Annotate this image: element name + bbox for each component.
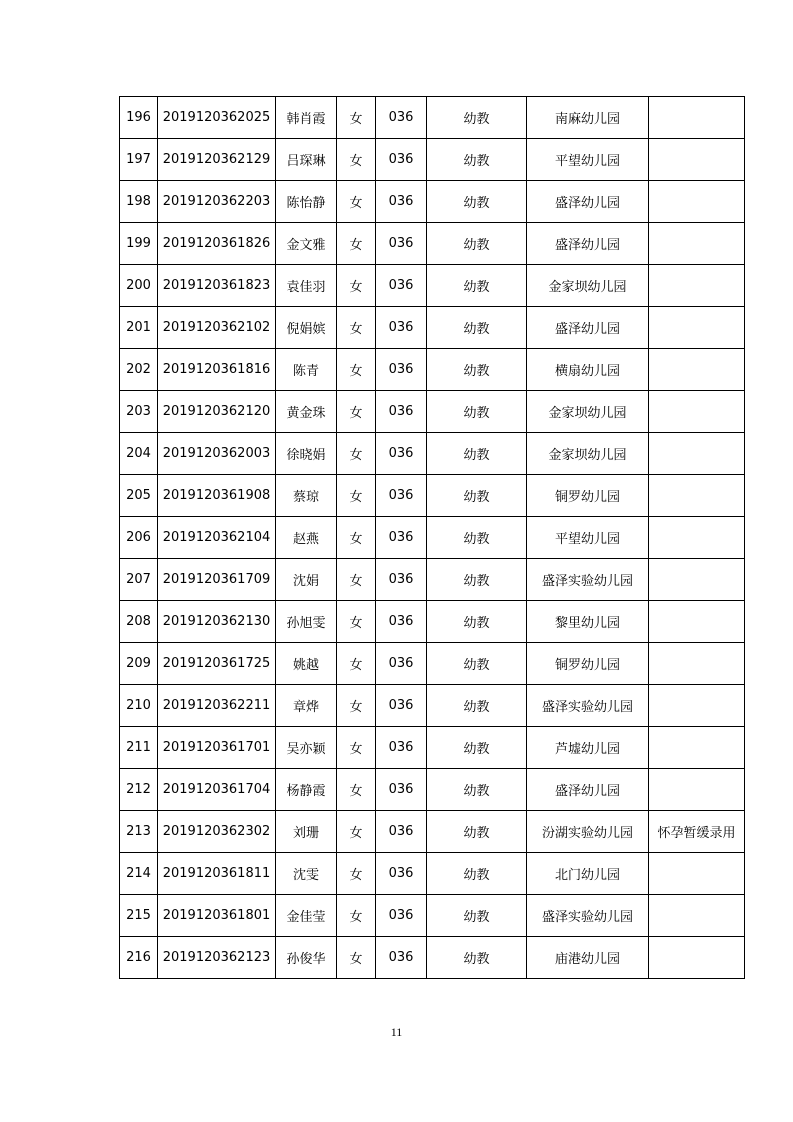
name-cell: 姚越 bbox=[276, 643, 337, 685]
row-number-cell: 196 bbox=[120, 97, 158, 139]
id-number-cell: 2019120361725 bbox=[158, 643, 276, 685]
gender-cell: 女 bbox=[337, 937, 376, 979]
school-cell: 盛泽实验幼儿园 bbox=[527, 559, 649, 601]
position-code-cell: 036 bbox=[376, 601, 427, 643]
school-cell: 金家坝幼儿园 bbox=[527, 433, 649, 475]
row-number-cell: 211 bbox=[120, 727, 158, 769]
gender-cell: 女 bbox=[337, 223, 376, 265]
name-cell: 黄金珠 bbox=[276, 391, 337, 433]
gender-cell: 女 bbox=[337, 559, 376, 601]
school-cell: 盛泽实验幼儿园 bbox=[527, 895, 649, 937]
name-cell: 沈雯 bbox=[276, 853, 337, 895]
position-code-cell: 036 bbox=[376, 811, 427, 853]
row-number-cell: 213 bbox=[120, 811, 158, 853]
id-number-cell: 2019120362130 bbox=[158, 601, 276, 643]
remark-cell bbox=[649, 559, 745, 601]
subject-cell: 幼教 bbox=[427, 727, 527, 769]
name-cell: 徐晓娟 bbox=[276, 433, 337, 475]
row-number-cell: 200 bbox=[120, 265, 158, 307]
row-number-cell: 199 bbox=[120, 223, 158, 265]
position-code-cell: 036 bbox=[376, 643, 427, 685]
row-number-cell: 203 bbox=[120, 391, 158, 433]
table-row bbox=[120, 97, 745, 139]
school-cell: 金家坝幼儿园 bbox=[527, 391, 649, 433]
subject-cell: 幼教 bbox=[427, 937, 527, 979]
school-cell: 庙港幼儿园 bbox=[527, 937, 649, 979]
subject-cell: 幼教 bbox=[427, 895, 527, 937]
roster-body bbox=[120, 97, 745, 979]
position-code-cell: 036 bbox=[376, 895, 427, 937]
remark-cell bbox=[649, 223, 745, 265]
subject-cell: 幼教 bbox=[427, 853, 527, 895]
school-cell: 盛泽实验幼儿园 bbox=[527, 685, 649, 727]
subject-cell: 幼教 bbox=[427, 685, 527, 727]
subject-cell: 幼教 bbox=[427, 265, 527, 307]
remark-cell bbox=[649, 391, 745, 433]
id-number-cell: 2019120362203 bbox=[158, 181, 276, 223]
row-number-cell: 216 bbox=[120, 937, 158, 979]
name-cell: 蔡琼 bbox=[276, 475, 337, 517]
name-cell: 袁佳羽 bbox=[276, 265, 337, 307]
table-row bbox=[120, 349, 745, 391]
table-row bbox=[120, 307, 745, 349]
gender-cell: 女 bbox=[337, 727, 376, 769]
remark-cell bbox=[649, 349, 745, 391]
id-number-cell: 2019120361811 bbox=[158, 853, 276, 895]
gender-cell: 女 bbox=[337, 895, 376, 937]
subject-cell: 幼教 bbox=[427, 643, 527, 685]
school-cell: 北门幼儿园 bbox=[527, 853, 649, 895]
row-number-cell: 215 bbox=[120, 895, 158, 937]
table-row bbox=[120, 853, 745, 895]
id-number-cell: 2019120362025 bbox=[158, 97, 276, 139]
name-cell: 沈娟 bbox=[276, 559, 337, 601]
name-cell: 金佳莹 bbox=[276, 895, 337, 937]
table-row bbox=[120, 769, 745, 811]
page-number: 11 bbox=[390, 1025, 403, 1039]
name-cell: 倪娟嫔 bbox=[276, 307, 337, 349]
id-number-cell: 2019120362104 bbox=[158, 517, 276, 559]
id-number-cell: 2019120362120 bbox=[158, 391, 276, 433]
name-cell: 刘珊 bbox=[276, 811, 337, 853]
remark-cell bbox=[649, 601, 745, 643]
school-cell: 横扇幼儿园 bbox=[527, 349, 649, 391]
school-cell: 平望幼儿园 bbox=[527, 139, 649, 181]
position-code-cell: 036 bbox=[376, 937, 427, 979]
row-number-cell: 207 bbox=[120, 559, 158, 601]
remark-cell bbox=[649, 853, 745, 895]
gender-cell: 女 bbox=[337, 139, 376, 181]
row-number-cell: 214 bbox=[120, 853, 158, 895]
table-row bbox=[120, 811, 745, 853]
remark-cell bbox=[649, 727, 745, 769]
gender-cell: 女 bbox=[337, 601, 376, 643]
position-code-cell: 036 bbox=[376, 685, 427, 727]
remark-cell bbox=[649, 517, 745, 559]
remark-cell: 怀孕暂缓录用 bbox=[649, 811, 745, 853]
id-number-cell: 2019120362211 bbox=[158, 685, 276, 727]
gender-cell: 女 bbox=[337, 769, 376, 811]
name-cell: 韩肖霞 bbox=[276, 97, 337, 139]
row-number-cell: 205 bbox=[120, 475, 158, 517]
table-row bbox=[120, 559, 745, 601]
table-row bbox=[120, 601, 745, 643]
school-cell: 盛泽幼儿园 bbox=[527, 223, 649, 265]
id-number-cell: 2019120362129 bbox=[158, 139, 276, 181]
gender-cell: 女 bbox=[337, 391, 376, 433]
school-cell: 汾湖实验幼儿园 bbox=[527, 811, 649, 853]
id-number-cell: 2019120362102 bbox=[158, 307, 276, 349]
remark-cell bbox=[649, 433, 745, 475]
remark-cell bbox=[649, 685, 745, 727]
subject-cell: 幼教 bbox=[427, 139, 527, 181]
remark-cell bbox=[649, 307, 745, 349]
school-cell: 盛泽幼儿园 bbox=[527, 769, 649, 811]
school-cell: 铜罗幼儿园 bbox=[527, 643, 649, 685]
subject-cell: 幼教 bbox=[427, 391, 527, 433]
id-number-cell: 2019120361823 bbox=[158, 265, 276, 307]
name-cell: 吴亦颖 bbox=[276, 727, 337, 769]
gender-cell: 女 bbox=[337, 307, 376, 349]
position-code-cell: 036 bbox=[376, 391, 427, 433]
subject-cell: 幼教 bbox=[427, 475, 527, 517]
remark-cell bbox=[649, 769, 745, 811]
remark-cell bbox=[649, 937, 745, 979]
row-number-cell: 197 bbox=[120, 139, 158, 181]
gender-cell: 女 bbox=[337, 853, 376, 895]
row-number-cell: 210 bbox=[120, 685, 158, 727]
subject-cell: 幼教 bbox=[427, 433, 527, 475]
remark-cell bbox=[649, 97, 745, 139]
school-cell: 平望幼儿园 bbox=[527, 517, 649, 559]
position-code-cell: 036 bbox=[376, 181, 427, 223]
name-cell: 杨静霞 bbox=[276, 769, 337, 811]
subject-cell: 幼教 bbox=[427, 223, 527, 265]
table-row bbox=[120, 181, 745, 223]
id-number-cell: 2019120361709 bbox=[158, 559, 276, 601]
name-cell: 赵燕 bbox=[276, 517, 337, 559]
gender-cell: 女 bbox=[337, 475, 376, 517]
id-number-cell: 2019120361704 bbox=[158, 769, 276, 811]
gender-cell: 女 bbox=[337, 517, 376, 559]
table-row bbox=[120, 643, 745, 685]
row-number-cell: 212 bbox=[120, 769, 158, 811]
school-cell: 芦墟幼儿园 bbox=[527, 727, 649, 769]
position-code-cell: 036 bbox=[376, 433, 427, 475]
position-code-cell: 036 bbox=[376, 853, 427, 895]
remark-cell bbox=[649, 475, 745, 517]
position-code-cell: 036 bbox=[376, 97, 427, 139]
name-cell: 陈青 bbox=[276, 349, 337, 391]
row-number-cell: 209 bbox=[120, 643, 158, 685]
table-row bbox=[120, 517, 745, 559]
subject-cell: 幼教 bbox=[427, 601, 527, 643]
table-row bbox=[120, 937, 745, 979]
school-cell: 盛泽幼儿园 bbox=[527, 181, 649, 223]
table-row bbox=[120, 265, 745, 307]
gender-cell: 女 bbox=[337, 685, 376, 727]
gender-cell: 女 bbox=[337, 811, 376, 853]
id-number-cell: 2019120361826 bbox=[158, 223, 276, 265]
gender-cell: 女 bbox=[337, 97, 376, 139]
id-number-cell: 2019120361816 bbox=[158, 349, 276, 391]
table-row bbox=[120, 727, 745, 769]
position-code-cell: 036 bbox=[376, 517, 427, 559]
table-row bbox=[120, 895, 745, 937]
position-code-cell: 036 bbox=[376, 559, 427, 601]
name-cell: 孙旭雯 bbox=[276, 601, 337, 643]
name-cell: 金文雅 bbox=[276, 223, 337, 265]
subject-cell: 幼教 bbox=[427, 307, 527, 349]
remark-cell bbox=[649, 181, 745, 223]
id-number-cell: 2019120362302 bbox=[158, 811, 276, 853]
gender-cell: 女 bbox=[337, 643, 376, 685]
subject-cell: 幼教 bbox=[427, 811, 527, 853]
school-cell: 金家坝幼儿园 bbox=[527, 265, 649, 307]
table-row bbox=[120, 475, 745, 517]
name-cell: 陈怡静 bbox=[276, 181, 337, 223]
table-row bbox=[120, 433, 745, 475]
school-cell: 铜罗幼儿园 bbox=[527, 475, 649, 517]
id-number-cell: 2019120362003 bbox=[158, 433, 276, 475]
position-code-cell: 036 bbox=[376, 139, 427, 181]
gender-cell: 女 bbox=[337, 433, 376, 475]
school-cell: 南麻幼儿园 bbox=[527, 97, 649, 139]
subject-cell: 幼教 bbox=[427, 517, 527, 559]
position-code-cell: 036 bbox=[376, 727, 427, 769]
gender-cell: 女 bbox=[337, 349, 376, 391]
table-row bbox=[120, 223, 745, 265]
id-number-cell: 2019120361801 bbox=[158, 895, 276, 937]
row-number-cell: 208 bbox=[120, 601, 158, 643]
subject-cell: 幼教 bbox=[427, 769, 527, 811]
row-number-cell: 198 bbox=[120, 181, 158, 223]
remark-cell bbox=[649, 139, 745, 181]
id-number-cell: 2019120361908 bbox=[158, 475, 276, 517]
school-cell: 黎里幼儿园 bbox=[527, 601, 649, 643]
row-number-cell: 206 bbox=[120, 517, 158, 559]
subject-cell: 幼教 bbox=[427, 349, 527, 391]
name-cell: 吕琛琳 bbox=[276, 139, 337, 181]
remark-cell bbox=[649, 265, 745, 307]
subject-cell: 幼教 bbox=[427, 97, 527, 139]
school-cell: 盛泽幼儿园 bbox=[527, 307, 649, 349]
position-code-cell: 036 bbox=[376, 223, 427, 265]
gender-cell: 女 bbox=[337, 181, 376, 223]
name-cell: 孙俊华 bbox=[276, 937, 337, 979]
row-number-cell: 204 bbox=[120, 433, 158, 475]
remark-cell bbox=[649, 895, 745, 937]
table-row bbox=[120, 391, 745, 433]
position-code-cell: 036 bbox=[376, 769, 427, 811]
id-number-cell: 2019120362123 bbox=[158, 937, 276, 979]
subject-cell: 幼教 bbox=[427, 559, 527, 601]
gender-cell: 女 bbox=[337, 265, 376, 307]
row-number-cell: 201 bbox=[120, 307, 158, 349]
name-cell: 章烨 bbox=[276, 685, 337, 727]
remark-cell bbox=[649, 643, 745, 685]
row-number-cell: 202 bbox=[120, 349, 158, 391]
table-row bbox=[120, 139, 745, 181]
subject-cell: 幼教 bbox=[427, 181, 527, 223]
id-number-cell: 2019120361701 bbox=[158, 727, 276, 769]
position-code-cell: 036 bbox=[376, 475, 427, 517]
position-code-cell: 036 bbox=[376, 265, 427, 307]
position-code-cell: 036 bbox=[376, 307, 427, 349]
table-row bbox=[120, 685, 745, 727]
roster-table bbox=[119, 96, 745, 979]
position-code-cell: 036 bbox=[376, 349, 427, 391]
